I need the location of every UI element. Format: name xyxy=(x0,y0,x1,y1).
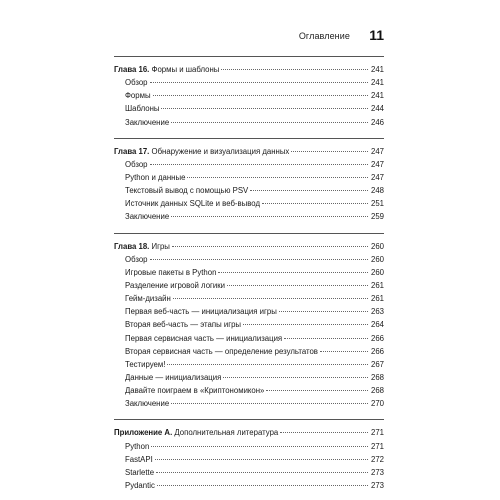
toc-section xyxy=(114,419,384,492)
toc-entry xyxy=(114,371,384,384)
dot-leader xyxy=(266,390,368,391)
chapter-page-number: 260 xyxy=(370,241,384,251)
entry-page-number: 244 xyxy=(370,104,384,114)
entry-page-number: 273 xyxy=(370,467,384,477)
entry-page-number: 266 xyxy=(370,346,384,356)
dot-leader xyxy=(250,190,368,191)
entry-title: Формы xyxy=(125,91,151,101)
page-header xyxy=(114,28,384,48)
toc-entry xyxy=(114,305,384,318)
dot-leader xyxy=(291,151,368,152)
toc-entry xyxy=(114,158,384,171)
toc-entry xyxy=(114,318,384,331)
dot-leader xyxy=(171,122,368,123)
dot-leader xyxy=(187,177,368,178)
toc-chapter-row xyxy=(114,240,384,253)
entry-title: Первая веб-часть — инициализация игры xyxy=(125,307,277,317)
entry-page-number: 272 xyxy=(370,454,384,464)
entry-title: Python и данные xyxy=(125,172,186,182)
entry-title: Обзор xyxy=(125,254,148,264)
entry-page-number: 273 xyxy=(370,480,384,490)
chapter-title: Обнаружение и визуализация данных xyxy=(149,146,290,156)
entry-page-number: 266 xyxy=(370,333,384,343)
toc-chapter-row xyxy=(114,63,384,76)
toc-chapter-row xyxy=(114,145,384,158)
entry-title: Разделение игровой логики xyxy=(125,280,225,290)
toc-section xyxy=(114,233,384,411)
toc-entry xyxy=(114,76,384,89)
toc-entry xyxy=(114,332,384,345)
entry-title: Тестируем! xyxy=(125,359,166,369)
entry-title: Давайте поиграем в «Криптономикон» xyxy=(125,386,265,396)
entry-page-number: 246 xyxy=(370,117,384,127)
entry-page-number: 270 xyxy=(370,399,384,409)
chapter-title: Игры xyxy=(149,241,170,251)
running-header-title: Оглавление xyxy=(298,31,350,41)
entry-page-number: 263 xyxy=(370,307,384,317)
entry-page-number: 267 xyxy=(370,359,384,369)
dot-leader xyxy=(150,259,368,260)
entry-page-number: 251 xyxy=(370,199,384,209)
entry-title: Вторая веб-часть — этапы игры xyxy=(125,320,242,330)
toc-entry xyxy=(114,197,384,210)
entry-page-number: 241 xyxy=(370,78,384,88)
chapter-page-number: 247 xyxy=(370,146,384,156)
chapter-number: Глава 18. xyxy=(114,241,150,251)
toc-entry xyxy=(114,266,384,279)
toc-entry xyxy=(114,384,384,397)
dot-leader xyxy=(161,108,368,109)
entry-title: Гейм-дизайн xyxy=(125,294,171,304)
chapter-number: Приложение А. xyxy=(114,428,173,438)
entry-page-number: 241 xyxy=(370,91,384,101)
entry-title: FastAPI xyxy=(125,454,153,464)
toc-chapter-row xyxy=(114,426,384,439)
chapter-page-number: 241 xyxy=(370,65,384,74)
toc-entry xyxy=(114,116,384,129)
entry-title: Заключение xyxy=(125,399,170,409)
toc-entry xyxy=(114,102,384,115)
entry-title: Заключение xyxy=(125,117,170,127)
entry-page-number: 261 xyxy=(370,294,384,304)
toc-entry xyxy=(114,466,384,479)
entry-page-number: 247 xyxy=(370,172,384,182)
entry-title: Обзор xyxy=(125,159,148,169)
entry-page-number: 268 xyxy=(370,386,384,396)
page-number: 11 xyxy=(369,27,384,43)
entry-title: Pydantic xyxy=(125,480,155,490)
toc-entry xyxy=(114,292,384,305)
toc-entry xyxy=(114,171,384,184)
dot-leader xyxy=(284,338,368,339)
entry-title: Starlette xyxy=(125,467,155,477)
entry-title: Первая сервисная часть — инициализация xyxy=(125,333,283,343)
entry-title: Игровые пакеты в Python xyxy=(125,267,217,277)
dot-leader xyxy=(172,246,368,247)
dot-leader xyxy=(218,272,368,273)
dot-leader xyxy=(150,164,368,165)
dot-leader xyxy=(155,459,368,460)
entry-title: Вторая сервисная часть — определение результатов xyxy=(125,346,318,356)
dot-leader xyxy=(153,95,368,96)
entry-page-number: 264 xyxy=(370,320,384,330)
entry-page-number: 271 xyxy=(370,441,384,451)
toc-entry xyxy=(114,89,384,102)
entry-page-number: 247 xyxy=(370,159,384,169)
dot-leader xyxy=(279,311,368,312)
dot-leader xyxy=(221,69,368,70)
entry-title: Python xyxy=(125,441,150,451)
dot-leader xyxy=(243,324,368,325)
entry-title: Текстовый вывод с помощью PSV xyxy=(125,186,249,196)
toc-section xyxy=(114,138,384,224)
toc-entry xyxy=(114,358,384,371)
dot-leader xyxy=(223,377,368,378)
table-of-contents xyxy=(114,56,384,492)
entry-page-number: 260 xyxy=(370,254,384,264)
toc-entry xyxy=(114,184,384,197)
toc-entry xyxy=(114,345,384,358)
entry-title: Заключение xyxy=(125,212,170,222)
toc-entry xyxy=(114,253,384,266)
dot-leader xyxy=(171,403,368,404)
dot-leader xyxy=(151,446,368,447)
chapter-title: Формы и шаблоны xyxy=(149,65,220,74)
entry-title: Обзор xyxy=(125,78,148,88)
toc-entry xyxy=(114,440,384,453)
toc-entry xyxy=(114,397,384,410)
chapter-number: Глава 16. xyxy=(114,65,150,74)
dot-leader xyxy=(171,216,368,217)
dot-leader xyxy=(280,432,368,433)
dot-leader xyxy=(156,472,368,473)
dot-leader xyxy=(167,364,368,365)
chapter-title: Дополнительная литература xyxy=(172,428,279,438)
dot-leader xyxy=(227,285,368,286)
entry-page-number: 259 xyxy=(370,212,384,222)
toc-entry xyxy=(114,479,384,492)
toc-section xyxy=(114,56,384,129)
entry-page-number: 248 xyxy=(370,186,384,196)
chapter-page-number: 271 xyxy=(370,428,384,438)
entry-page-number: 260 xyxy=(370,267,384,277)
chapter-label xyxy=(114,63,219,76)
dot-leader xyxy=(150,82,368,83)
chapter-label xyxy=(114,426,278,439)
toc-entry xyxy=(114,279,384,292)
dot-leader xyxy=(320,351,368,352)
chapter-label xyxy=(114,240,170,253)
chapter-label xyxy=(114,145,289,158)
entry-page-number: 261 xyxy=(370,280,384,290)
entry-page-number: 268 xyxy=(370,372,384,382)
toc-entry xyxy=(114,453,384,466)
dot-leader xyxy=(173,298,368,299)
entry-title: Шаблоны xyxy=(125,104,160,114)
chapter-number: Глава 17. xyxy=(114,146,150,156)
dot-leader xyxy=(157,485,368,486)
dot-leader xyxy=(262,203,368,204)
toc-entry xyxy=(114,210,384,223)
entry-title: Источник данных SQLite и веб-вывод xyxy=(125,199,261,209)
entry-title: Данные — инициализация xyxy=(125,372,222,382)
